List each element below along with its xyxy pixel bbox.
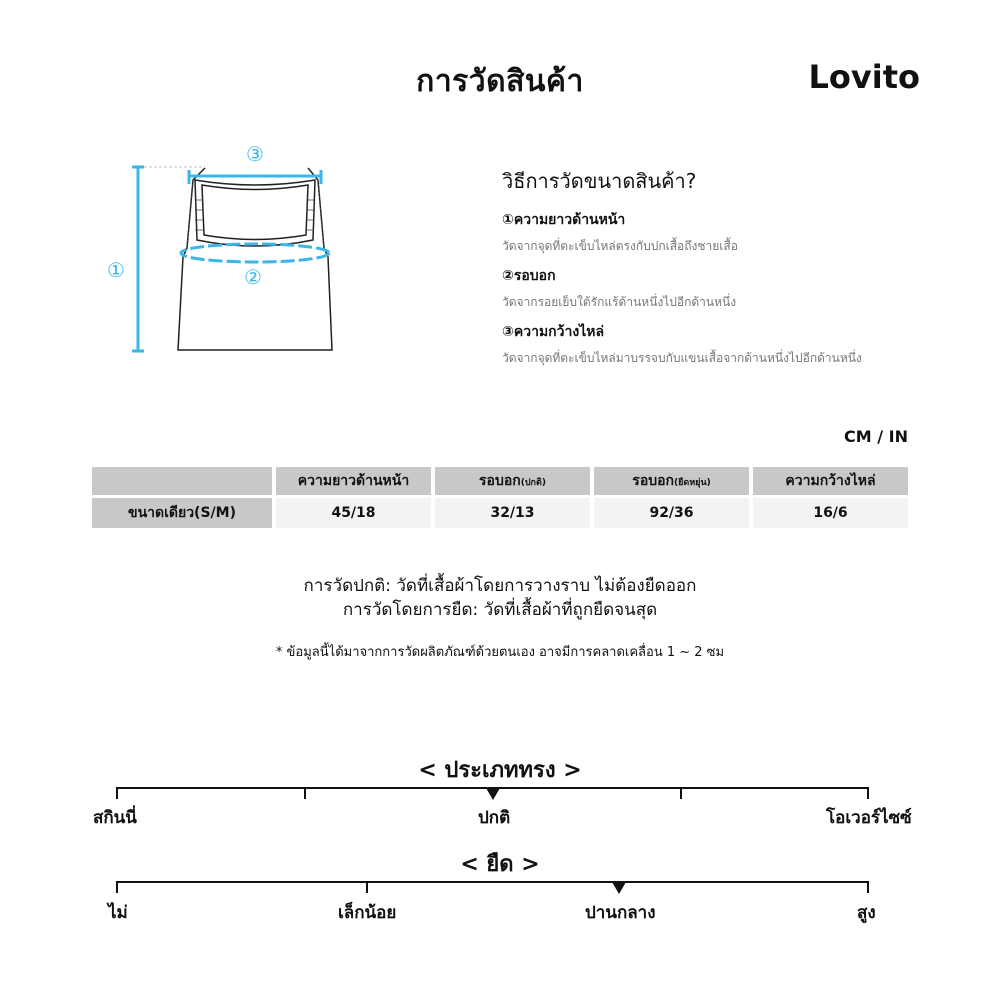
note-disclaimer: * ข้อมูลนี้ได้มาจากการวัดผลิตภัณฑ์ด้วยตนเอง อาจมีการคลาดเคลื่อน 1 ~ 2 ซม (275, 645, 725, 660)
fit-selected-marker (486, 788, 500, 800)
fit-label-skinny: สกินนี่ (93, 808, 137, 828)
stretch-tick (116, 881, 118, 893)
how-to-heading: วิธีการวัดขนาดสินค้า? (502, 169, 697, 193)
fit-label-regular: ปกติ (478, 808, 511, 828)
value-shoulder: 16/6 (753, 498, 908, 528)
measure-desc-2: วัดจากรอยเย็บใต้รักแร้ด้านหนึ่งไปอีกด้านหนึ่ง (502, 295, 737, 309)
unit-label: CM / IN (844, 427, 908, 446)
value-bust-stretch: 92/36 (594, 498, 749, 528)
fit-scale-title: < ประเภททรง > (418, 758, 582, 783)
size-table (88, 464, 912, 531)
stretch-label-slight: เล็กน้อย (338, 903, 397, 923)
measure-title-2: ②รอบอก (502, 268, 556, 284)
header-bust-normal: รอบอก(ปกติ) (435, 467, 590, 495)
how-to-measure (502, 165, 922, 377)
value-bust-normal: 32/13 (435, 498, 590, 528)
fit-tick (680, 787, 682, 799)
label-3: ③ (246, 142, 264, 166)
value-front-length: 45/18 (276, 498, 431, 528)
stretch-label-high: สูง (857, 903, 876, 923)
stretch-label-medium: ปานกลาง (585, 903, 656, 923)
size-name: ขนาดเดียว(S/M) (92, 498, 272, 528)
measure-title-3: ③ความกว้างไหล่ (502, 324, 605, 340)
measure-title-1: ①ความยาวด้านหน้า (502, 212, 626, 228)
table-row (92, 498, 908, 528)
fit-tick (867, 787, 869, 799)
table-header-row (92, 467, 908, 495)
fit-label-oversize: โอเวอร์ไซซ์ (826, 808, 912, 828)
fit-tick (116, 787, 118, 799)
note-normal-measure: การวัดปกติ: วัดที่เสื้อผ้าโดยการวางราบ ไม่ต้องยืดออก (303, 576, 697, 596)
header-front-length: ความยาวด้านหน้า (276, 467, 431, 495)
stretch-scale-title: < ยืด > (460, 852, 540, 877)
header-shoulder: ความกว้างไหล่ (753, 467, 908, 495)
stretch-selected-marker (612, 882, 626, 894)
brand-logo: Lovito (808, 58, 920, 96)
measure-desc-3: วัดจากจุดที่ตะเข็บไหล่มาบรรจบกับแขนเสื้อจากด้านหนึ่งไปอีกด้านหนึ่ง (502, 351, 862, 365)
page-title: การวัดสินค้า (416, 64, 584, 99)
stretch-label-none: ไม่ (108, 903, 128, 923)
measure-front-length (132, 167, 144, 351)
header-bust-stretch: รอบอก(ยืดหยุ่น) (594, 467, 749, 495)
note-stretch-measure: การวัดโดยการยืด: วัดที่เสื้อผ้าที่ถูกยืดจนสุด (342, 600, 658, 620)
stretch-scale-line (117, 881, 869, 883)
stretch-tick (867, 881, 869, 893)
label-2: ② (244, 265, 262, 289)
tank-top-diagram (95, 140, 355, 365)
measure-desc-1: วัดจากจุดที่ตะเข็บไหล่ตรงกับปกเสื้อถึงชายเสื้อ (502, 239, 738, 253)
label-1: ① (107, 258, 125, 282)
stretch-tick (366, 881, 368, 893)
header-blank (92, 467, 272, 495)
fit-tick (304, 787, 306, 799)
